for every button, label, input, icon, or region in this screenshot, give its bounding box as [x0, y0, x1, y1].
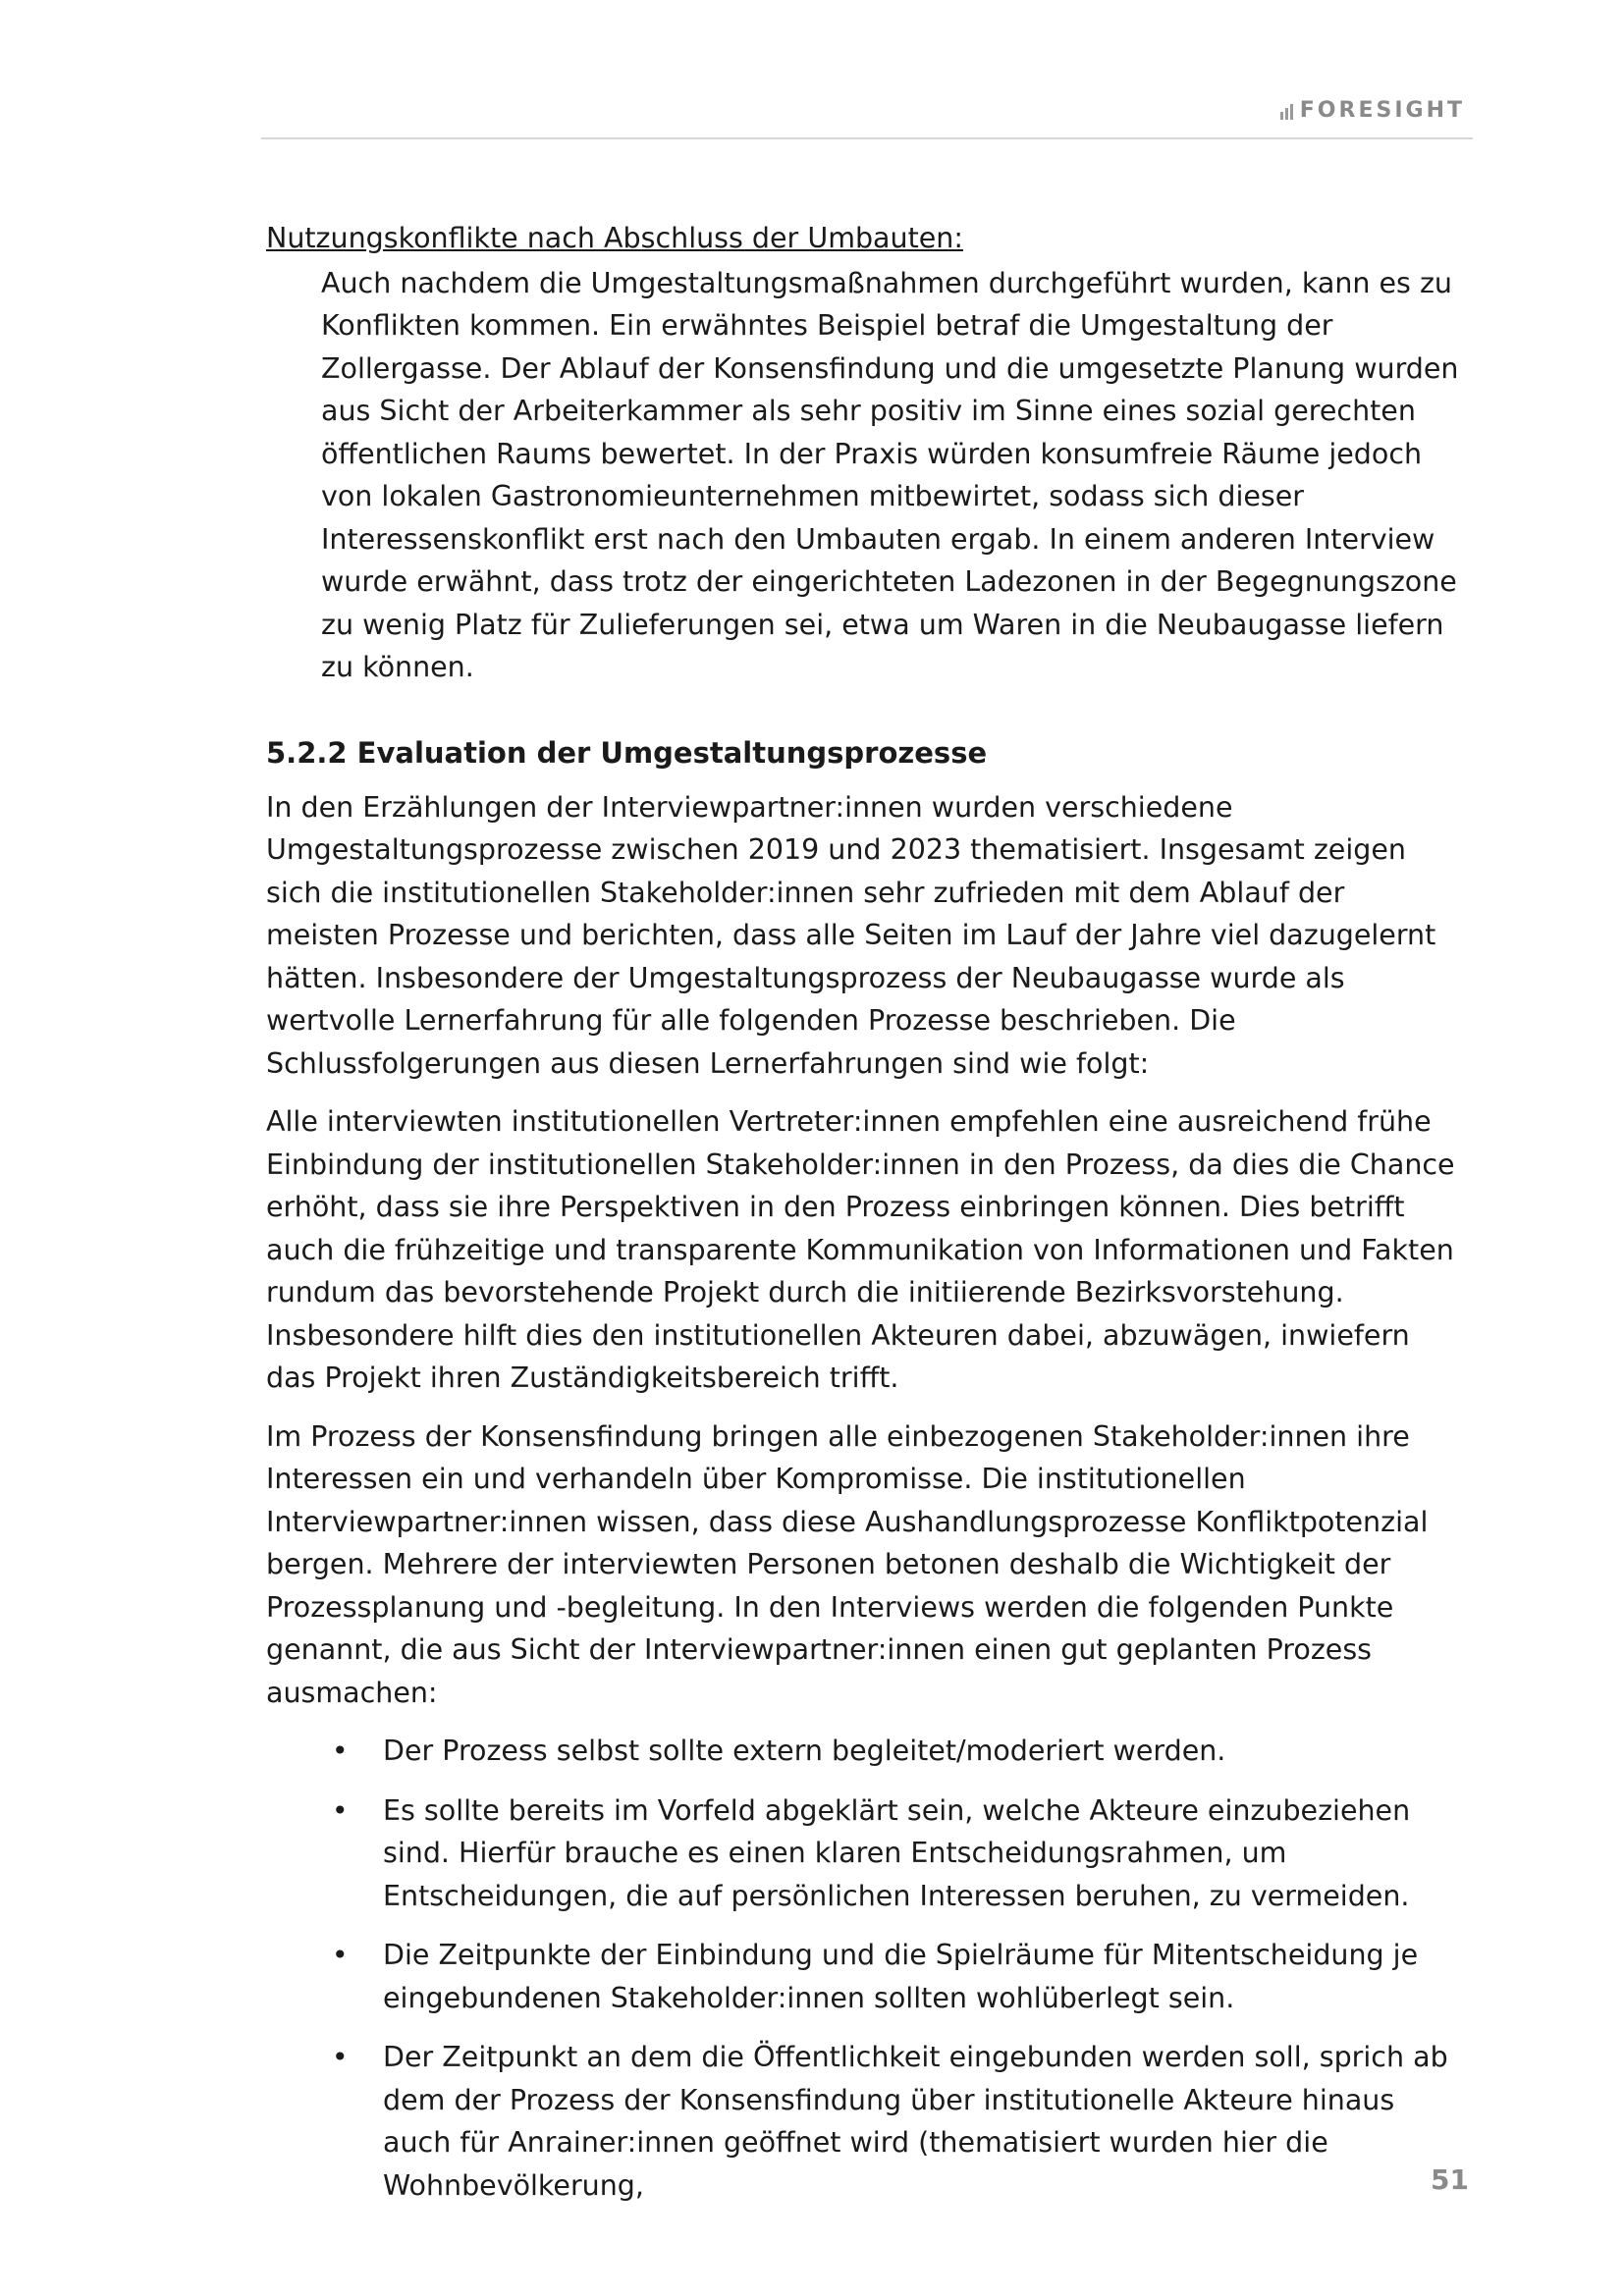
- list-item: [266, 1934, 1466, 2019]
- list-item-text: Die Zeitpunkte der Einbindung und die Spielräume für Mitentscheidung je eingebundenen Stakeholder:innen sollten wohlüberlegt sein.: [383, 1939, 1419, 2014]
- paragraph: In den Erzählungen der Interviewpartner:innen wurden verschiedene Umgestaltungsprozesse zwischen 2019 und 2023 thematisiert. Insgesamt zeigen sich die institutionellen Stakeholder:innen sehr zufrieden mit dem Ablauf der meisten Prozesse und berichten, dass alle Seiten im Lauf der Jahre viel dazugelernt hätten. Insbesondere der Umgestaltungsprozess der Neubaugasse wurde als wertvolle Lernerfahrung für alle folgenden Prozesse beschrieben. Die Schlussfolgerungen aus diesen Lernerfahrungen sind wie folgt:: [266, 790, 1436, 1080]
- section-heading: 5.2.2 Evaluation der Umgestaltungsprozesse: [266, 735, 988, 770]
- page-number: 51: [1431, 2163, 1469, 2196]
- foresight-logo: [1280, 98, 1465, 123]
- list-item-text: Es sollte bereits im Vorfeld abgeklärt sein, welche Akteure einzubeziehen sind. Hierfür brauche es einen klaren Entscheidungsrahmen, um Entscheidungen, die auf persönlichen Interessen beruhen, zu vermeiden.: [383, 1793, 1411, 1912]
- list-item: [266, 1730, 1466, 1773]
- page-header: [261, 94, 1473, 139]
- subheading: Nutzungskonflikte nach Abschluss der Umbauten:: [266, 222, 963, 254]
- bullet-list: [266, 1730, 1466, 2207]
- list-item: [266, 1789, 1466, 1918]
- paragraph: Alle interviewten institutionellen Vertreter:innen empfehlen eine ausreichend frühe Einbindung der institutionellen Stakeholder:innen in den Prozess, da dies die Chance erhöht, dass sie ihre Perspektiven in den Prozess einbringen können. Dies betrifft auch die frühzeitige und transparente Kommunikation von Informationen und Fakten rundum das bevorstehende Projekt durch die initiierende Bezirksvorstehung. Insbesondere hilft dies den institutionellen Akteuren dabei, abzuwägen, inwiefern das Projekt ihren Zuständigkeitsbereich trifft.: [266, 1105, 1455, 1394]
- bullet-icon: •: [332, 2041, 349, 2073]
- list-item-text: Der Zeitpunkt an dem die Öffentlichkeit eingebunden werden soll, sprich ab dem der Prozess der Konsensfindung über institutionelle Akteure hinaus auch für Anrainer:innen geöffnet wird (thematisiert wurden hier die Wohnbevölkerung,: [383, 2041, 1448, 2202]
- bullet-icon: •: [332, 1735, 349, 1767]
- list-item-text: Der Prozess selbst sollte extern begleitet/moderiert werden.: [383, 1735, 1226, 1767]
- list-item: [266, 2036, 1466, 2207]
- logo-text: FORESIGHT: [1299, 98, 1465, 123]
- page-body: [266, 217, 1466, 2223]
- bars-icon: [1280, 104, 1293, 120]
- indented-paragraph: Auch nachdem die Umgestaltungsmaßnahmen durchgeführt wurden, kann es zu Konflikten kommen. Ein erwähntes Beispiel betraf die Umgestaltung der Zollergasse. Der Ablauf der Konsensfindung und die umgesetzte Planung wurden aus Sicht der Arbeiterkammer als sehr positiv im Sinne eines sozial gerechten öffentlichen Raums bewertet. In der Praxis würden konsumfreie Räume jedoch von lokalen Gastronomieunternehmen mitbewirtet, sodass sich dieser Interessenskonflikt erst nach den Umbauten ergab. In einem anderen Interview wurde erwähnt, dass trotz der eingerichteten Ladezonen in der Begegnungszone zu wenig Platz für Zulieferungen sei, etwa um Waren in die Neubaugasse liefern zu können.: [321, 266, 1459, 683]
- paragraph: Im Prozess der Konsensfindung bringen alle einbezogenen Stakeholder:innen ihre Interessen ein und verhandeln über Kompromisse. Die institutionellen Interviewpartner:innen wissen, dass diese Aushandlungsprozesse Konfliktpotenzial bergen. Mehrere der interviewten Personen betonen deshalb die Wichtigkeit der Prozessplanung und -begleitung. In den Interviews werden die folgenden Punkte genannt, die aus Sicht der Interviewpartner:innen einen gut geplanten Prozess ausmachen:: [266, 1419, 1429, 1709]
- bullet-icon: •: [332, 1939, 349, 1971]
- bullet-icon: •: [332, 1793, 349, 1827]
